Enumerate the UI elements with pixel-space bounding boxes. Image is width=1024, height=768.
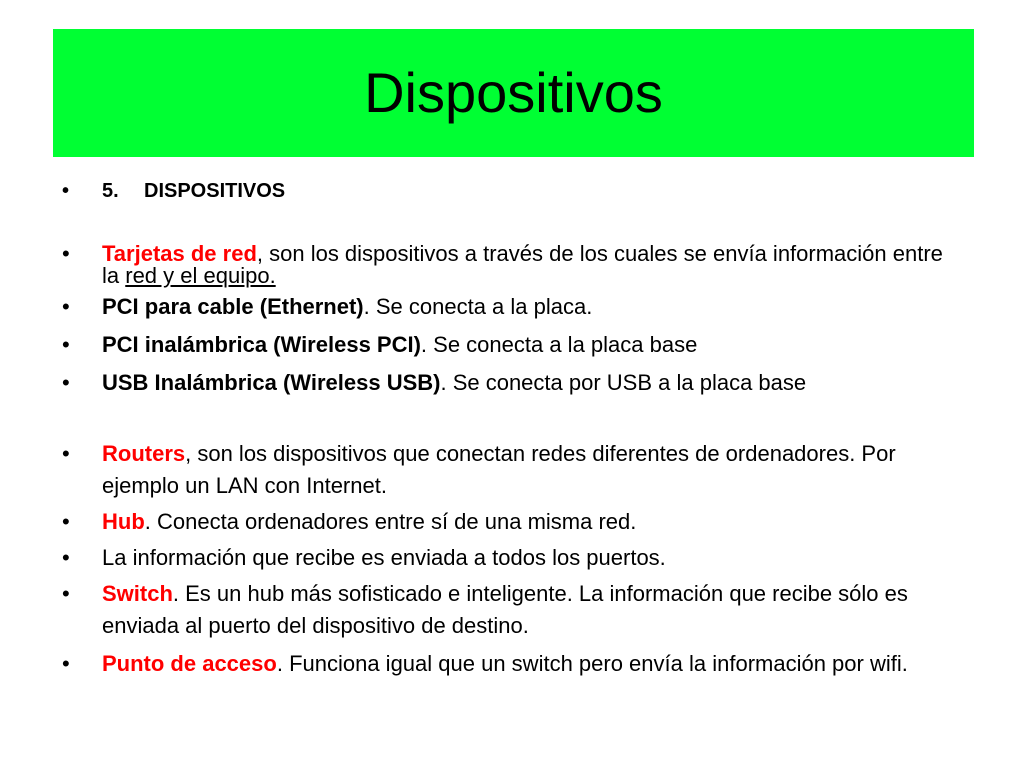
list-item: [62, 372, 962, 394]
term-label: PCI inalámbrica (Wireless PCI): [102, 332, 421, 357]
list-item: [62, 648, 962, 680]
item-description: . Funciona igual que un switch pero envía la información por wifi.: [276, 651, 908, 676]
bullet-marker: •: [62, 651, 70, 676]
term-label: Punto de acceso: [102, 651, 277, 676]
item-description: . Es un hub más sofisticado e inteligente. La información que recibe sólo es enviada al puerto del dispositivo de destino.: [102, 581, 908, 638]
list-item: [62, 578, 962, 642]
bullet-marker: •: [62, 545, 70, 570]
term-label: USB Inalámbrica (Wireless USB): [102, 370, 441, 395]
term-label: Switch: [102, 581, 173, 606]
bullet-marker: •: [62, 370, 70, 395]
section-number: 5.: [102, 180, 119, 202]
item-description: . Se conecta a la placa base: [420, 332, 698, 357]
term-label: PCI para cable (Ethernet): [102, 294, 364, 319]
list-item: [62, 506, 962, 538]
term-label: Routers: [102, 441, 186, 466]
term-label: Hub: [102, 509, 145, 534]
section-title: DISPOSITIVOS: [144, 180, 286, 202]
bullet-marker: •: [62, 332, 70, 357]
bullet-marker: •: [62, 294, 70, 319]
item-description: . Se conecta a la placa.: [363, 294, 593, 319]
list-item: [62, 334, 962, 356]
underlined-phrase: red y el equipo.: [125, 263, 276, 288]
bullet-marker: •: [62, 241, 70, 266]
section-heading: [62, 178, 962, 204]
list-item: [62, 296, 962, 318]
item-description: La información que recibe es enviada a todos los puertos.: [102, 545, 666, 570]
slide-title: Dispositivos: [364, 61, 663, 124]
bullet-marker: •: [62, 509, 70, 534]
item-description: . Se conecta por USB a la placa base: [440, 370, 807, 395]
bullet-marker: •: [62, 581, 70, 606]
item-description: , son los dispositivos que conectan redes diferentes de ordenadores. Por ejemplo un LAN con Internet.: [102, 441, 896, 498]
term-label: Tarjetas de red: [102, 241, 257, 266]
item-description: , son los dispositivos a través de los cuales se envía información entre la: [102, 241, 943, 288]
list-item: [62, 438, 962, 502]
list-item: [62, 542, 962, 574]
title-bar: [53, 29, 974, 157]
bullet-marker: •: [62, 180, 70, 202]
bullet-marker: •: [62, 441, 70, 466]
list-item: [62, 243, 962, 287]
item-description: . Conecta ordenadores entre sí de una misma red.: [144, 509, 637, 534]
